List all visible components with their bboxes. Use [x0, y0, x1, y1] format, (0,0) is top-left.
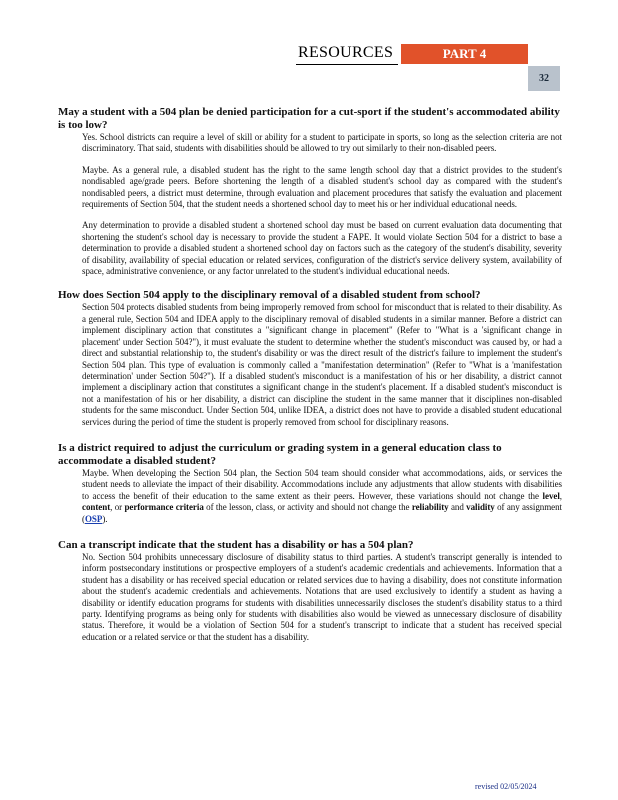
term-content: content: [82, 502, 111, 513]
question-heading: How does Section 504 apply to the disciplinary removal of a disabled student from school?: [58, 289, 481, 302]
text-run: ,: [559, 490, 562, 501]
part-tab: PART 4: [401, 44, 528, 64]
text-run: , or: [110, 502, 125, 513]
header-rule: [296, 64, 398, 65]
text-run: of the lesson, class, or activity and should not change the: [203, 502, 412, 513]
text-run: ).: [102, 513, 108, 524]
answer-paragraph: No. Section 504 prohibits unnecessary disclosure of disability status to third parties. A student's transcript generally is intended to inform postsecondary institutions or prospective employers of a student's academic credentials and achievements. Information that a student has a disability or has received special education or related services due to having a disability, does not constitute information about the student's academic credentials and achievements. Notations that are used exclusively to identify a student as having a disability or identify education programs for students with disabilities unnecessarily discloses the student's disability status to a third party. Identifying programs as being only for students with disabilities also would be viewed as unnecessary disclosure of disability status. Therefore, it would be a violation of Section 504 for a student's transcript to indicate that a student has received special education or a related service or that the student has a disability.: [82, 551, 562, 642]
term-performance-criteria: performance criteria: [124, 502, 204, 513]
question-heading: May a student with a 504 plan be denied participation for a cut-sport if the student's accommodated ability is too low?: [58, 106, 560, 131]
answer-paragraph: Maybe. As a general rule, a disabled student has the right to the same length school day that a district provides to the student's nondisabled age/grade peers. Before shortening the length of a disabled student's school day as compared with the student's nondisabled peers, a district must determine, through evaluation and placement procedures that satisfy the evaluation and placement requirements of Section 504, that the student needs a shortened school day to meet his or her individual educational needs.: [82, 164, 562, 210]
text-run: of any assignment (: [82, 502, 563, 524]
text-run: and: [448, 502, 467, 513]
page-number: 32: [528, 66, 560, 91]
question-heading: Can a transcript indicate that the student has a disability or has a 504 plan?: [58, 538, 414, 551]
question-heading: Is a district required to adjust the curriculum or grading system in a general education class to accommodate a disabled student?: [58, 441, 502, 467]
term-level: level: [542, 490, 560, 501]
page-header-title: RESOURCES: [298, 44, 394, 61]
osp-link[interactable]: OSP: [84, 513, 103, 524]
term-validity: validity: [466, 502, 495, 513]
term-reliability: reliability: [411, 502, 449, 513]
revised-date: revised 02/05/2024: [475, 782, 537, 791]
answer-paragraph: Section 504 protects disabled students from being improperly removed from school for misconduct that is related to their disability. As a general rule, Section 504 and IDEA apply to the disciplinary removal of disabled students in a similar manner. Before a district can implement disciplinary action that constitutes a "significant change in placement" (Refer to "What is a 'significant change in placement' under Section 504?"), it must evaluate the student to determine whether the student's misconduct was caused by, or had a direct and substantial relationship to, the student's disability or was the direct result of the district's failure to implement the student's Section 504 plan. This type of evaluation is commonly called a "manifestation determination" (Refer to "What is a 'manifestation determination' under Section 504?"). If a disabled student's misconduct is a manifestation of his or her disability, a district cannot implement a disciplinary action that constitutes a significant change in the student's placement. If a disabled student's misconduct is not a manifestation of his or her disability, a district can discipline the student in the same manner that it disciplines non-disabled students for the same misconduct. Under Section 504, unlike IDEA, a district does not have to provide a disabled student educational services during the period of time the student is properly removed from school for disciplinary reasons.: [82, 302, 562, 427]
answer-paragraph-curriculum: [82, 468, 562, 525]
answer-paragraph: Any determination to provide a disabled student a shortened school day must be based on current evaluation data documenting that shortening the student's school day is necessary to provide the student a FAPE. It would violate Section 504 for a district to base a determination to provide a disabled student a shortened school day on factors such as the category of the student's disability, severity of disability, availability of special education or related services, configuration of the district's service delivery system, availability of space, administrative convenience, or any factor unrelated to the student's individual educational needs.: [82, 220, 562, 277]
answer-paragraph: Yes. School districts can require a level of skill or ability for a student to participate in sports, so long as the selection criteria are not discriminatory. That said, students with disabilities should be allowed to try out similarly to their non-disabled peers.: [82, 132, 562, 154]
document-body: [58, 106, 562, 643]
text-run: Maybe. When developing the Section 504 plan, the Section 504 team should consider what accommodations, aids, or services the student needs to alleviate the impact of their disability. Accommodations include any adjustments that allow students with disabilities to access the benefit of their education to the same extent as their peers. However, these variations should not change the: [82, 467, 562, 501]
